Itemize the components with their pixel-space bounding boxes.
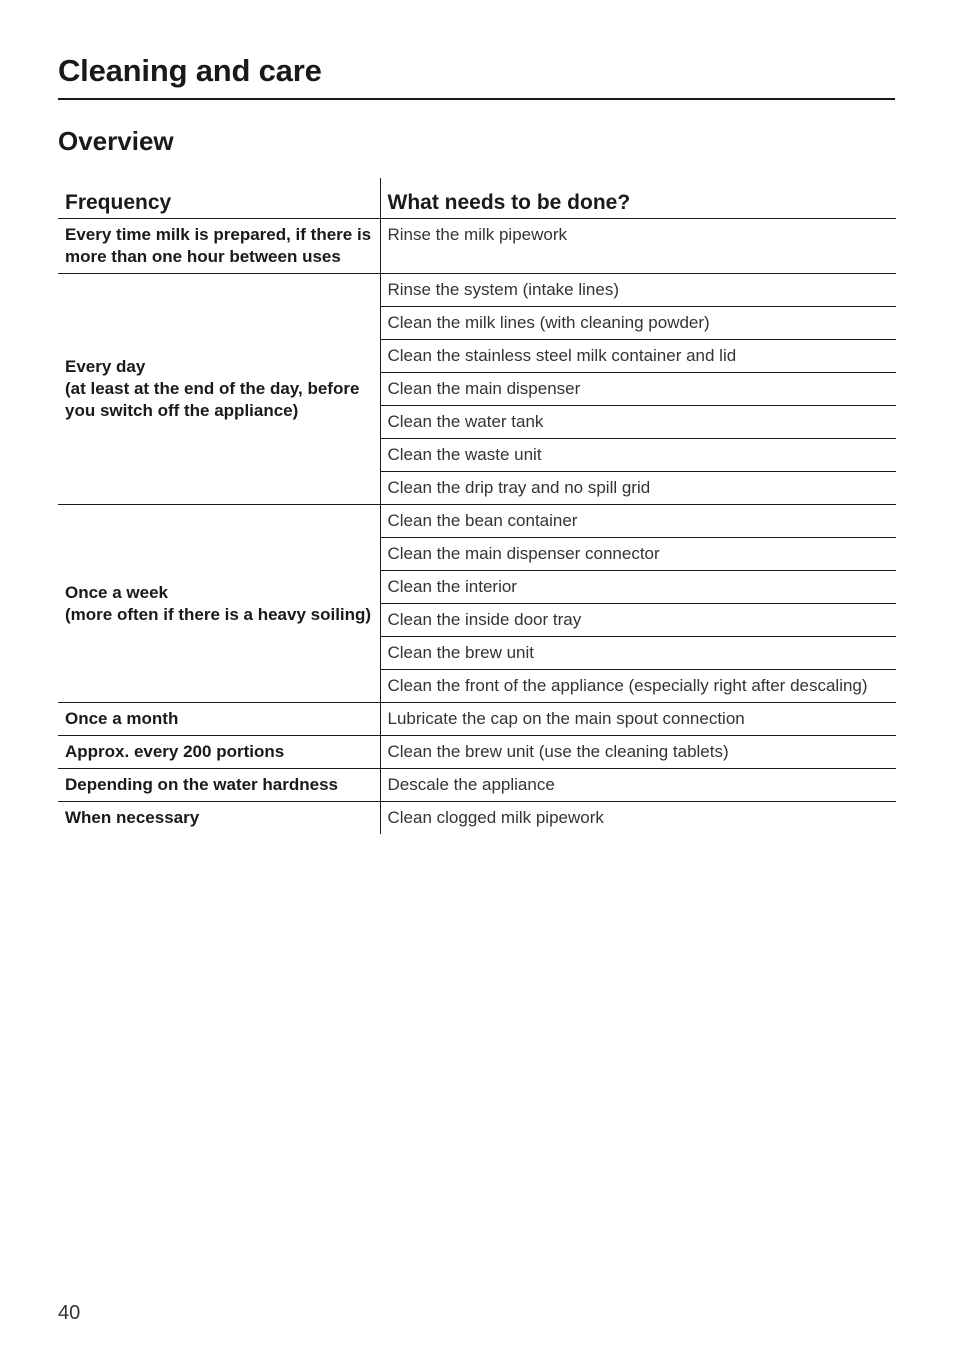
- table-row: [58, 736, 896, 769]
- task-cell: Clean the brew unit: [380, 637, 896, 670]
- table-body: [58, 219, 896, 835]
- task-cell: Clean the milk lines (with cleaning powder): [380, 307, 896, 340]
- header-frequency: Frequency: [58, 178, 380, 219]
- task-cell: Rinse the milk pipework: [380, 219, 896, 274]
- frequency-cell: [58, 736, 380, 769]
- cleaning-overview-table: [58, 178, 896, 834]
- task-cell: Clean the main dispenser: [380, 373, 896, 406]
- frequency-cell: [58, 274, 380, 505]
- task-cell: Clean the brew unit (use the cleaning tablets): [380, 736, 896, 769]
- frequency-cell: [58, 703, 380, 736]
- frequency-cell: [58, 802, 380, 835]
- task-cell: Clean the front of the appliance (especially right after descaling): [380, 670, 896, 703]
- table-row: [58, 703, 896, 736]
- task-cell: Clean the drip tray and no spill grid: [380, 472, 896, 505]
- frequency-cell: [58, 219, 380, 274]
- table-row: [58, 219, 896, 274]
- task-cell: Clean the inside door tray: [380, 604, 896, 637]
- frequency-cell: [58, 769, 380, 802]
- task-cell: Clean the bean container: [380, 505, 896, 538]
- frequency-text: Once a month: [65, 709, 179, 728]
- table-row: [58, 505, 896, 538]
- table-row: [58, 802, 896, 835]
- table-row: [58, 769, 896, 802]
- frequency-text: (more often if there is a heavy soiling): [65, 604, 372, 624]
- page-title: Cleaning and care: [58, 53, 322, 88]
- header-tasks: What needs to be done?: [380, 178, 896, 219]
- task-cell: Clean the interior: [380, 571, 896, 604]
- task-cell: Rinse the system (intake lines): [380, 274, 896, 307]
- frequency-cell: [58, 505, 380, 703]
- page-number: 40: [58, 1302, 81, 1324]
- frequency-text: (at least at the end of the day, before you switch off the appliance): [65, 379, 360, 420]
- frequency-text: Every time milk is prepared, if there is more than one hour between uses: [65, 225, 372, 266]
- frequency-text: Approx. every 200 portions: [65, 742, 285, 761]
- title-divider: [58, 98, 895, 100]
- frequency-text: When necessary: [65, 808, 200, 827]
- task-cell: Clean clogged milk pipework: [380, 802, 896, 835]
- frequency-text: Once a week: [65, 582, 169, 602]
- task-cell: Lubricate the cap on the main spout connection: [380, 703, 896, 736]
- frequency-text: Every day: [65, 357, 146, 376]
- frequency-text: Depending on the water hardness: [65, 775, 338, 794]
- task-cell: Clean the water tank: [380, 406, 896, 439]
- table-header-row: [58, 178, 896, 219]
- task-cell: Clean the main dispenser connector: [380, 538, 896, 571]
- section-title: Overview: [58, 126, 174, 156]
- task-cell: Descale the appliance: [380, 769, 896, 802]
- task-cell: Clean the waste unit: [380, 439, 896, 472]
- task-cell: Clean the stainless steel milk container and lid: [380, 340, 896, 373]
- table-row: [58, 274, 896, 307]
